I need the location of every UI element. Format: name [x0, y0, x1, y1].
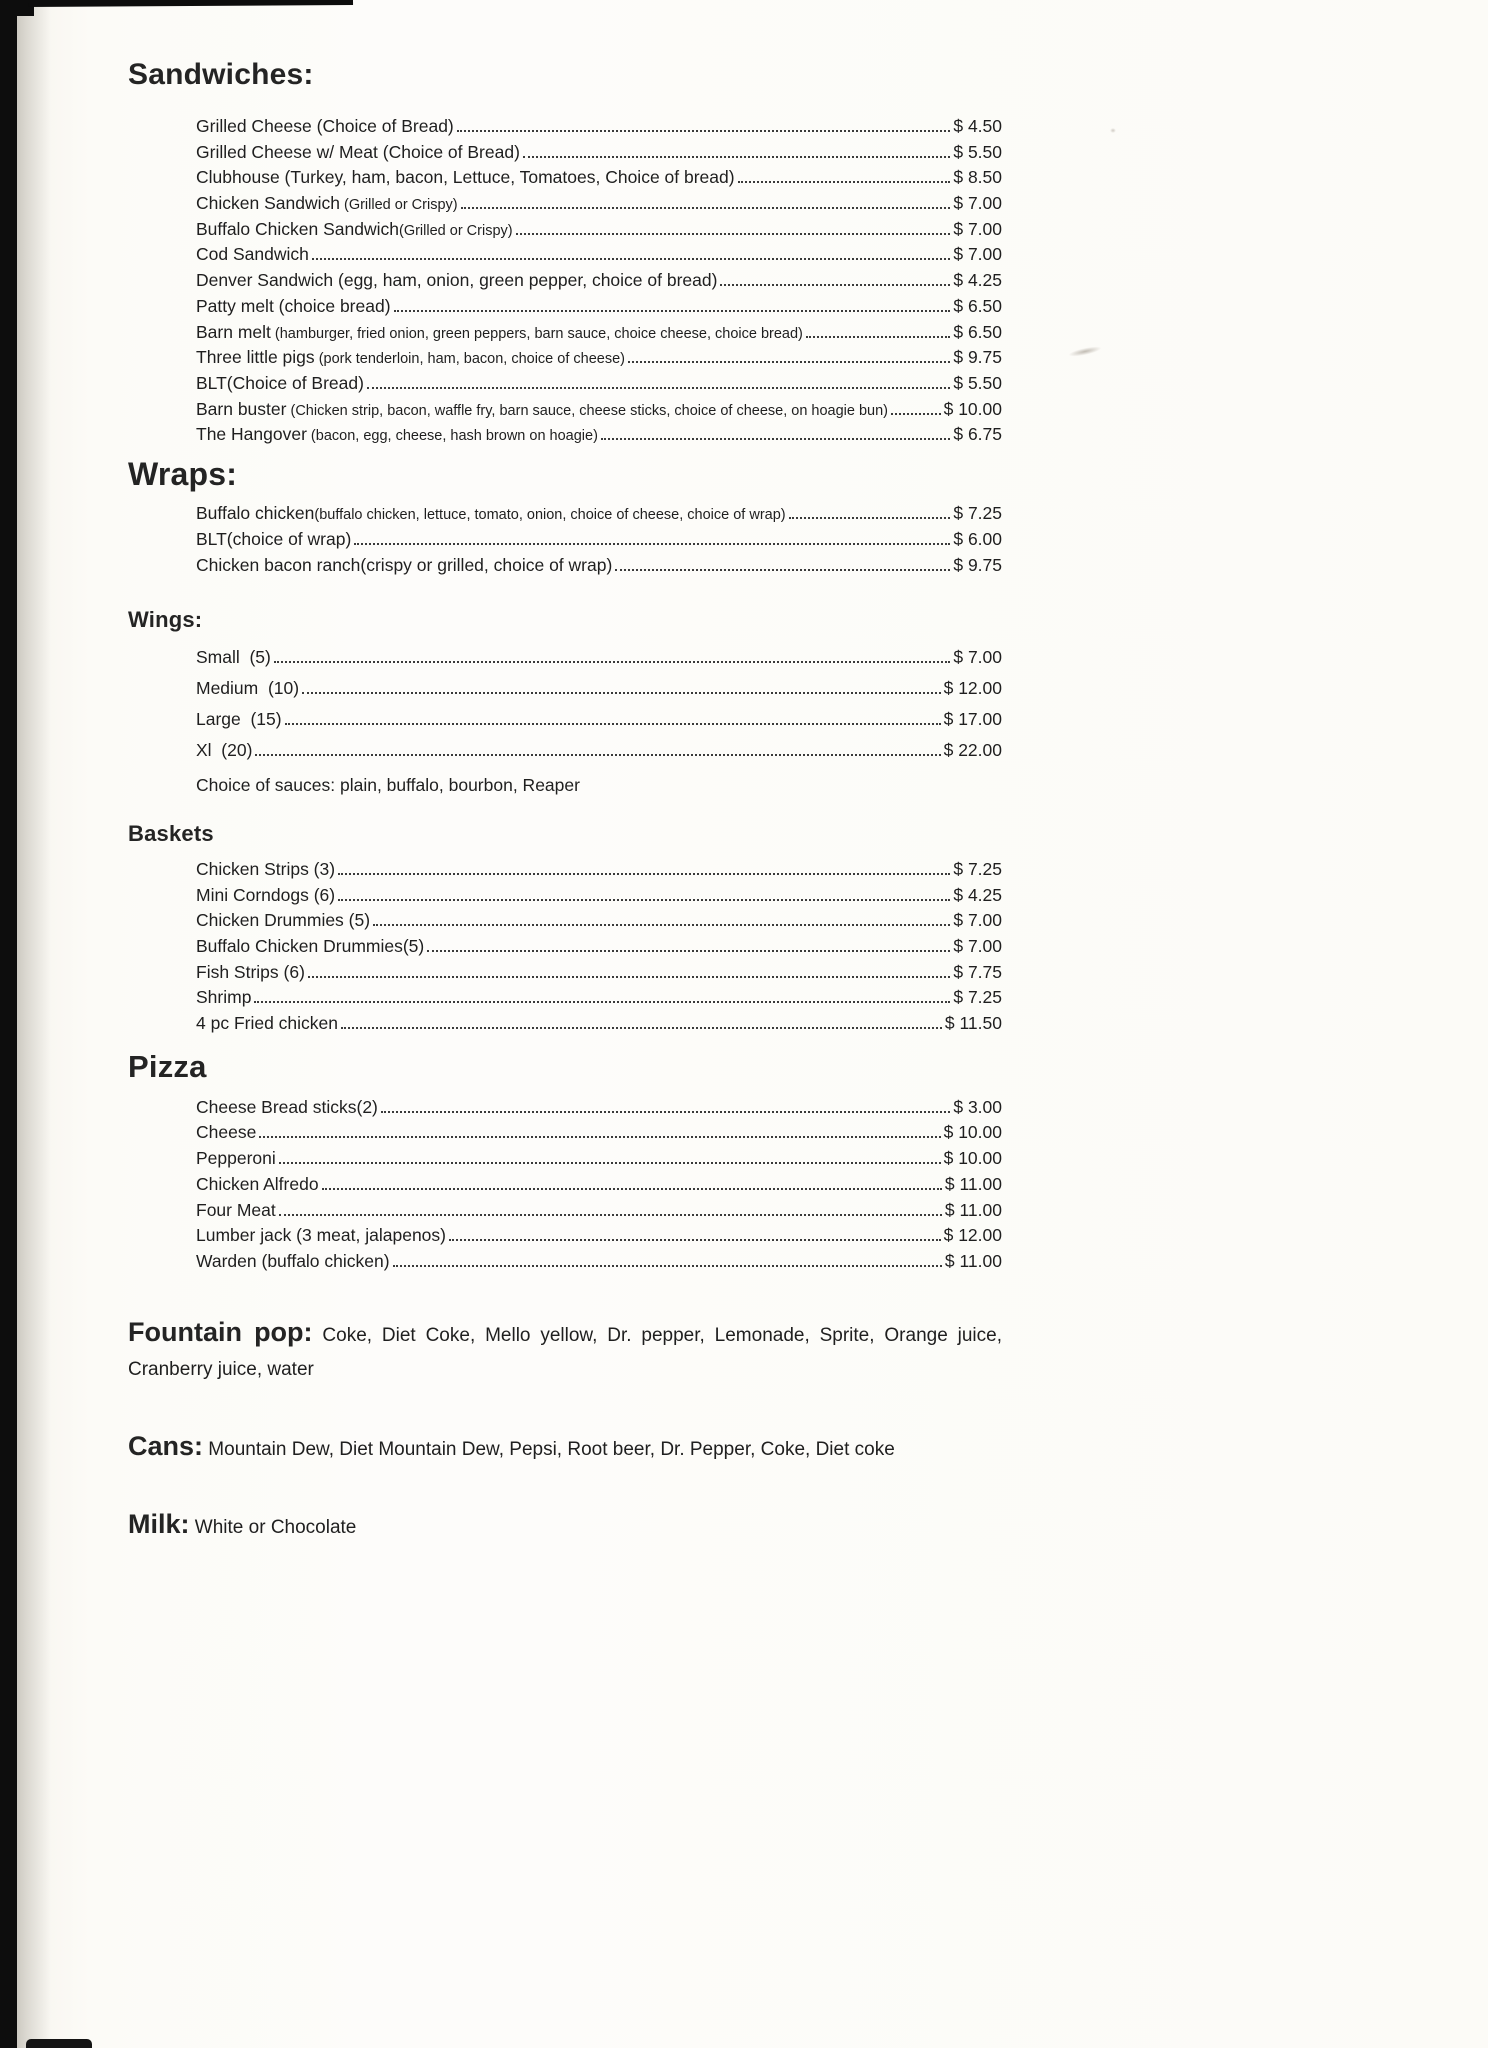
drink-text: White or Chocolate [194, 1516, 357, 1538]
item-detail: (Choice of Bread) [311, 116, 454, 136]
dot-leader [461, 207, 951, 209]
menu-item-row [196, 1174, 1002, 1200]
item-price: $ 6.50 [953, 295, 1002, 316]
dot-leader [302, 692, 941, 694]
menu-item-row [196, 678, 1002, 709]
item-detail: (pork tenderloin, ham, bacon, choice of cheese) [314, 351, 625, 368]
section-items-wraps [196, 503, 1002, 581]
dot-leader [393, 1265, 942, 1267]
section-items-sandwiches [196, 116, 1002, 450]
dot-leader [457, 130, 951, 132]
menu-item-row [196, 424, 1002, 450]
drink-label: Milk: [128, 1508, 190, 1539]
menu-item-row [196, 1200, 1002, 1226]
section-note: Choice of sauces: plain, buffalo, bourbon, Reaper [196, 774, 580, 795]
dot-leader [338, 899, 950, 901]
dot-leader [891, 413, 941, 415]
item-name: Grilled Cheese [196, 116, 312, 136]
dot-leader [285, 723, 941, 725]
dot-leader [516, 233, 951, 235]
item-price: $ 7.00 [953, 193, 1002, 214]
menu-item-row [196, 503, 1002, 529]
item-price: $ 7.25 [953, 858, 1002, 879]
item-price: $ 10.00 [943, 1148, 1002, 1169]
menu-item-row [196, 555, 1002, 581]
item-name: Three little pigs [196, 347, 315, 368]
item-name: Lumber jack (3 meat, jalapenos) [196, 1225, 446, 1246]
item-detail: (choice of wrap) [226, 528, 352, 549]
dot-leader [601, 438, 950, 440]
menu-item-row [196, 529, 1002, 555]
item-name: Buffalo Chicken Drummies(5) [196, 936, 425, 956]
item-name: Chicken bacon ranch [196, 554, 361, 575]
item-price: $ 6.50 [953, 321, 1002, 342]
dot-leader [394, 310, 951, 312]
item-name: Buffalo Chicken Sandwich [196, 218, 399, 239]
dot-leader [308, 976, 950, 978]
item-name: Cheese [196, 1122, 257, 1143]
item-name: Large (15) [196, 708, 282, 729]
menu-item-row [196, 296, 1002, 322]
item-price: $ 7.25 [953, 987, 1002, 1008]
dot-leader [789, 517, 951, 519]
menu-item-row [196, 1097, 1002, 1123]
item-price: $ 7.00 [953, 910, 1002, 931]
menu-item-row [196, 936, 1002, 962]
item-name: Warden (buffalo chicken) [196, 1250, 390, 1271]
menu-item-row [196, 167, 1002, 193]
menu-item-row [196, 1225, 1002, 1251]
menu-item-row [196, 859, 1002, 885]
item-price: $ 6.00 [953, 528, 1002, 549]
item-price: $ 7.00 [953, 646, 1002, 667]
menu-item-row [196, 1122, 1002, 1148]
menu-item-row [196, 962, 1002, 988]
item-name: Buffalo chicken [196, 502, 315, 523]
dot-leader [259, 1136, 940, 1138]
item-name: Cheese Bread sticks(2) [196, 1096, 378, 1117]
item-detail: (Choice of Bread) [377, 141, 520, 162]
item-name: Shrimp [196, 987, 252, 1008]
dot-leader [254, 1001, 950, 1003]
item-price: $ 12.00 [943, 1225, 1002, 1246]
item-price: $ 7.75 [953, 961, 1002, 982]
menu-item-row [196, 142, 1002, 168]
dot-leader [427, 950, 950, 952]
item-name: Clubhouse [196, 167, 280, 188]
item-name: Mini Corndogs (6) [196, 884, 336, 905]
dot-leader [338, 873, 950, 875]
drink-fountain-pop [128, 1315, 1002, 1387]
menu-item-row [196, 193, 1002, 219]
menu-item-row [196, 347, 1002, 373]
section-title-wings: Wings: [128, 606, 203, 632]
dot-leader [628, 361, 950, 363]
menu-item-row [196, 647, 1002, 678]
dot-leader [738, 181, 951, 183]
menu-item-row [196, 1013, 1002, 1039]
item-price: $ 22.00 [943, 739, 1002, 760]
item-price: $ 8.50 [953, 167, 1002, 188]
menu-content [128, 0, 1002, 1545]
item-price: $ 7.00 [953, 218, 1002, 239]
menu-item-row [196, 1251, 1002, 1277]
item-price: $ 9.75 [953, 347, 1002, 368]
item-price: $ 11.00 [944, 1250, 1002, 1271]
scan-edge-left [0, 12, 17, 2048]
drink-cans [128, 1429, 1002, 1467]
item-detail: (Chicken strip, bacon, waffle fry, barn sauce, cheese sticks, choice of cheese, on hoagie bun) [286, 402, 889, 419]
item-price: $ 4.25 [953, 884, 1002, 905]
dot-leader [274, 661, 950, 663]
dot-leader [381, 1111, 950, 1113]
menu-item-row [196, 373, 1002, 399]
menu-item-row [196, 244, 1002, 270]
item-name: Medium (10) [196, 677, 300, 698]
dot-leader [354, 543, 950, 545]
item-name: 4 pc Fried chicken [196, 1013, 339, 1034]
dot-leader [367, 387, 950, 389]
item-name: Xl (20) [196, 739, 253, 760]
dot-leader [373, 924, 950, 926]
item-name: Barn buster [196, 398, 287, 419]
dot-leader [322, 1188, 942, 1190]
item-detail: (bacon, egg, cheese, hash brown on hoagie) [306, 428, 598, 445]
scan-smudge-bottom [26, 2039, 92, 2048]
item-name: BLT [196, 372, 227, 393]
item-price: $ 4.50 [953, 116, 1002, 136]
item-name: Denver Sandwich [196, 270, 334, 291]
dot-leader [279, 1214, 942, 1216]
item-price: $ 7.25 [953, 502, 1002, 523]
item-name: The Hangover [196, 424, 307, 445]
menu-item-row [196, 987, 1002, 1013]
item-name: Chicken Sandwich [196, 193, 340, 214]
item-detail: (Choice of Bread) [226, 372, 364, 393]
item-name: Chicken Drummies (5) [196, 910, 371, 931]
menu-item-row [196, 740, 1002, 771]
dot-leader [806, 336, 950, 338]
dot-leader [255, 754, 940, 756]
dot-leader [720, 284, 950, 286]
item-price: $ 12.00 [943, 677, 1002, 698]
item-name: Small (5) [196, 646, 271, 667]
item-price: $ 9.75 [953, 554, 1002, 575]
section-title-pizza: Pizza [128, 1048, 207, 1084]
item-price: $ 7.00 [953, 244, 1002, 265]
item-name: Fish Strips (6) [196, 961, 305, 982]
item-detail: (choice bread) [273, 295, 391, 316]
item-name: Barn melt [196, 321, 271, 342]
menu-item-row [196, 116, 1002, 142]
menu-item-row [196, 399, 1002, 425]
section-title-baskets: Baskets [128, 820, 214, 846]
item-name: Patty melt [196, 295, 274, 316]
item-price: $ 11.00 [944, 1173, 1002, 1194]
item-detail: (Grilled or Crispy) [339, 197, 458, 214]
item-price: $ 10.00 [943, 1122, 1002, 1143]
menu-item-row [196, 219, 1002, 245]
section-title-sandwiches: Sandwiches: [128, 58, 314, 91]
item-price: $ 5.50 [953, 141, 1002, 162]
item-name: Cod Sandwich [196, 244, 309, 265]
item-name: Four Meat [196, 1199, 276, 1220]
item-price: $ 7.00 [953, 936, 1002, 956]
item-price: $ 3.00 [953, 1096, 1002, 1117]
item-detail: (Grilled or Crispy) [399, 222, 513, 239]
section-items-wings [196, 647, 1002, 801]
scan-speckle [1068, 345, 1103, 359]
item-price: $ 10.00 [943, 398, 1002, 419]
section-items-baskets [196, 859, 1002, 1039]
menu-item-row [196, 1148, 1002, 1174]
menu-item-row [196, 322, 1002, 348]
item-price: $ 5.50 [953, 372, 1002, 393]
item-detail: (Turkey, ham, bacon, Lettuce, Tomatoes, Choice of bread) [279, 167, 735, 188]
item-price: $ 6.75 [953, 424, 1002, 445]
item-detail: (crispy or grilled, choice of wrap) [360, 554, 613, 575]
item-price: $ 17.00 [943, 708, 1002, 729]
item-name: BLT [196, 528, 227, 549]
section-title-wraps: Wraps: [128, 455, 238, 492]
dot-leader [312, 258, 950, 260]
dot-leader [615, 569, 950, 571]
menu-item-row [196, 709, 1002, 740]
drink-milk [128, 1507, 1002, 1545]
dot-leader [449, 1239, 941, 1241]
menu-item-row [196, 270, 1002, 296]
scan-speckle [1110, 128, 1116, 133]
item-name: Chicken Alfredo [196, 1173, 319, 1194]
drink-text: Mountain Dew, Diet Mountain Dew, Pepsi, Root beer, Dr. Pepper, Coke, Diet coke [208, 1438, 895, 1460]
drink-label: Cans: [128, 1430, 204, 1461]
drink-text: Coke, Diet Coke, Mello yellow, Dr. pepper, Lemonade, Sprite, Orange juice, Cranberry juice, water [128, 1324, 1002, 1380]
item-price: $ 4.25 [953, 270, 1002, 291]
dot-leader [279, 1162, 941, 1164]
item-name: Grilled Cheese w/ Meat [196, 141, 378, 162]
item-detail: (hamburger, fried onion, green peppers, barn sauce, choice cheese, choice bread) [270, 325, 803, 342]
drink-label: Fountain pop: [128, 1316, 313, 1347]
dot-leader [523, 156, 950, 158]
section-items-pizza [196, 1097, 1002, 1277]
item-detail: (egg, ham, onion, green pepper, choice of bread) [333, 270, 718, 291]
page-curve-shadow [17, 0, 51, 2048]
menu-item-row [196, 910, 1002, 936]
item-name: Chicken Strips (3) [196, 858, 336, 879]
item-price: $ 11.00 [944, 1199, 1002, 1220]
dot-leader [341, 1027, 942, 1029]
item-price: $ 11.50 [944, 1013, 1002, 1034]
item-detail: (buffalo chicken, lettuce, tomato, onion, choice of cheese, choice of wrap) [314, 506, 786, 523]
menu-item-row [196, 885, 1002, 911]
item-name: Pepperoni [196, 1148, 276, 1169]
